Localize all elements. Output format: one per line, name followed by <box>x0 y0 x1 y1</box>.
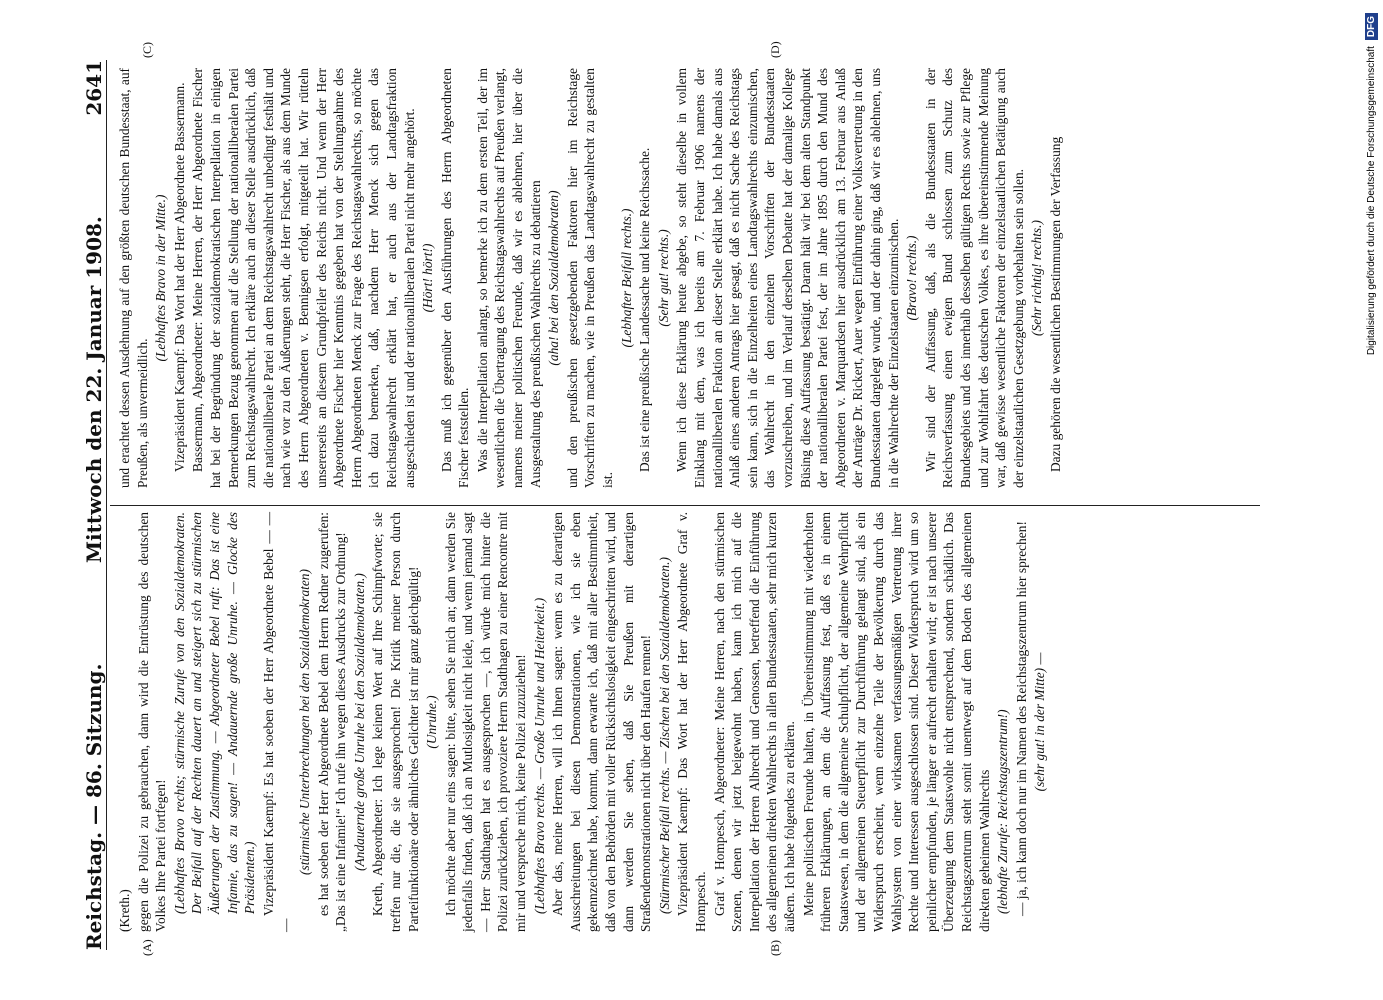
paragraph: Dazu gehören die wesentlichen Bestimmungen der Verfassung <box>1047 136 1063 472</box>
paragraph: Was die Interpellation anlangt, so bemerke ich zu dem ersten Teil, der im wesentlichen die Übertragung des Reichstagswahlrechts auf Preußen verlangt, namens meiner politischen Freunde, daß wir es ablehnen, hier über die Ausgestaltung des preußischen Wahlrechts zu debattieren <box>474 68 543 488</box>
margin-mark-d: (D) <box>768 41 782 58</box>
column-divider <box>110 505 1260 506</box>
paragraph: Meine politischen Freunde halten, in Übereinstimmung mit wiederholten früheren Erklärungen, an dem die Auffassung fest, daß es in einem Staatswesen, in dem die allgemeine Schulpflicht, der allgemeine Wehrpflicht und der allgemeinen Steuerpflicht zur Durchführung gelangt sind, als ein Widerspruch erscheint, wenn einzelne Teile der Bevölkerung durch das Wahlsystem von einer wirksamen verfassungsmäßigen Vertretung ihrer Rechte und Interessen ausgeschlossen sind. Dieser Widerspruch wird um so peinlicher empfunden, je länger er aufrecht erhalten wird; er ist nach unserer Überzeugung dem Staatswohle nicht entsprechend, sondern schädlich. Das Reichstagszentrum steht somit unentwegt auf dem Boden des allgemeinen direkten geheimen Wahlrechts <box>800 512 992 932</box>
header-left: Reichstag. — 86. Sitzung. <box>82 663 106 950</box>
paragraph: Das ist eine preußische Landessache und keine Reichssache. <box>637 147 653 472</box>
paragraph: und den preußischen gesetzgebenden Faktoren hier im Reichstage Vorschriften zu machen, wie in Preußen das Landtagswahlrecht zu gestalten ist. <box>564 68 616 488</box>
paragraph: (Hört! hört!) <box>420 243 436 313</box>
sidebar-credit-text: Digitalisierung gefördert durch die Deutsche Forschungsgemeinschaft <box>1365 46 1377 356</box>
paragraph: (aha! bei den Sozialdemokraten) <box>546 190 562 366</box>
paragraph: (Sehr gut! rechts.) <box>655 229 671 327</box>
paragraph: (Andauernde große Unruhe bei den Sozialdemokraten.) <box>351 573 367 871</box>
paragraph: Graf v. Hompesch, Abgeordneter: Meine Herren, nach den stürmischen Szenen, denen wir jetzt beigewohnt haben, kann ich mich auf die Interpellation der Herren Albrecht und Genossen, betreffend die Einführung des allgemeinen direkten Wahlrechts in allen Bundesstaaten, sehr mich kurzen äußern. Ich habe folgendes zu erklären. <box>711 512 797 932</box>
paragraph: (Stürmischer Beifall rechts. — Zischen bei den Sozialdemokraten.) <box>656 557 672 914</box>
paragraph: Vizepräsident Kaempf: Es hat soeben der Herr Abgeordnete Bebel — — — <box>260 512 294 932</box>
paragraph: Bassermann, Abgeordneter: Meine Herren, der Herr Abgeordnete Fischer hat bei der Begründung der sozialdemokratischen Interpellation in einigen Bemerkungen Bezug genommen auf die Stellung der nationalliberalen Partei zum Reichstagswahlrecht. Ich erkläre auch an dieser Stelle ausdrücklich, daß die nationalliberale Partei an dem Reichstagswahlrecht unbedingt festhält und nach wie vor zu den Äußerungen steht, die Herr Fischer, als aus dem Munde des Herrn Abgeordneten v. Bennigsen erfolgt, mitgeteilt hat. Wir rütteln unsererseits an diesem Grundpfeiler des Reichs nicht. Und wenn der Herr Abgeordnete Fischer hier Kenntnis gegeben hat von der Stellungnahme des Herrn Abgeordneten Menck zur Frage des Reichstagswahlrechts, so möchte ich dazu bemerken, daß, nachdem Herr Menck sich gegen das Reichstagswahlrecht erklärt hat, er auch aus der Landtagsfraktion ausgeschieden ist und der nationalliberalen Partei nicht mehr angehört. <box>190 68 417 488</box>
paragraph: Ich möchte aber nur eins sagen: bitte, sehen Sie mich an; dann werden Sie jedenfalls finden, daß ich an Mutlosigkeit nicht leide, und wenn jemand sagt — Herr Stadthagen hat es ausgesprochen —, ich würde mich hinter die Polizei zurückziehen, ich provoziere Herrn Stadthagen zu einer Rencontre mit mir und verspreche mich, keine Polizei zuzuziehen! <box>442 512 529 932</box>
margin-mark-a: (A) <box>140 939 154 956</box>
dfg-logo: DFG <box>1365 13 1378 40</box>
paragraph: (Bravo! rechts.) <box>904 235 920 321</box>
paragraph: Wir sind der Auffassung, daß, als die Bundesstaaten in der Reichsverfassung einen ewigen Bund schlossen zum Schutz des Bundesgebiets und des innerhalb desselben gültigen Rechts sowie zur Pflege und zur Wohlfahrt des deutschen Volkes, es ihre übereinstimmende Meinung war, daß gewisse wesentliche Faktoren der einzelstaatlichen Betätigung auch der einzelstaatlichen Gesetzgebung vorbehalten sein sollen. <box>922 68 1026 488</box>
paragraph: Kreth, Abgeordneter: Ich lege keinen Wert auf Ihre Schimpfworte; sie treffen nur die, die sie ausgesprochen! Die Kritik meiner Person durch Parteifunktionäre oder ähnliches Gelichter ist mir ganz gleichgültig! <box>370 512 421 932</box>
sidebar <box>1360 8 1383 998</box>
margin-mark-c: (C) <box>140 42 154 58</box>
paragraph: (Kreth.) <box>117 889 132 932</box>
right-column <box>116 68 1065 488</box>
paragraph: (lebhafte Zurufe: Reichstagszentrum!) <box>995 709 1011 914</box>
margin-mark-b: (B) <box>768 940 782 956</box>
paragraph: (Lebhaftes Bravo rechts. — Große Unruhe und Heiterkeit.) <box>531 597 547 914</box>
paragraph: es hat soeben der Herr Abgeordnete Bebel dem Herrn Redner zugerufen: „Das ist eine Infamie!“ Ich rufe ihn wegen dieses Ausdrucks zur Ordnung! <box>315 512 349 932</box>
paragraph: Aber das, meine Herren, will ich Ihnen sagen: wenn es zu derartigen Ausschreitungen bei diesen Demonstrationen, wie ich sie eben gekennzeichnet habe, kommt, dann erwarte ich, daß mit aller Bestimmtheit, daß von den Behörden mit voller Rücksichtslosigkeit eingeschritten wird, und dann werden Sie sehen, daß Sie Preußen mit derartigen Straßendemonstrationen nicht über den Haufen rennen! <box>550 512 654 932</box>
paragraph: — ja, ich kann doch nur im Namen des Reichstagszentrum hier sprechen! <box>1013 521 1029 916</box>
paragraph: (sehr gut! in der Mitte) — <box>1032 652 1048 792</box>
paragraph: (Lebhaftes Bravo rechts; stürmische Zurufe von den Sozialdemokraten. Der Beifall auf der Rechten dauert an und steigert sich zu stürmischen Äußerungen der Zustimmung. — Abgeordneter Bebel ruft: Das ist eine Infamie, das zu sagen! — Andauernde große Unruhe. — Glocke des Präsidenten.) <box>171 512 258 914</box>
left-column <box>116 512 1050 932</box>
header-date: Mittwoch den 22. Januar 1908. <box>82 216 106 564</box>
paragraph: Vizepräsident Kaempf: Das Wort hat der Herr Abgeordnete Graf v. Hompesch. <box>675 512 708 932</box>
paragraph: (stürmische Unterbrechungen bei den Sozialdemokraten) <box>296 569 312 875</box>
paragraph: gegen die Polizei zu gebrauchen, dann wird die Entrüstung des deutschen Volkes Ihre Partei fortfegen! <box>135 512 169 932</box>
paragraph: Das muß ich gegenüber den Ausführungen des Herrn Abgeordneten Fischer feststellen. <box>438 68 472 488</box>
paragraph: (Unruhe.) <box>424 695 440 749</box>
paragraph: und erachtet dessen Ausdehnung auf den größten deutschen Bundesstaat, auf Preußen, als unvermeidlich. <box>117 68 150 488</box>
paragraph: (Lebhafter Beifall rechts.) <box>618 208 634 348</box>
paragraph: (Sehr richtig! rechts.) <box>1029 220 1045 336</box>
rotated-sheet <box>28 0 1348 1000</box>
paragraph: Wenn ich diese Erklärung heute abgebe, so steht dieselbe in vollem Einklang mit dem, was ich bereits am 7. Februar 1906 namens der nationalliberalen Fraktion an dieser Stelle erklärt habe. Ich habe damals aus Anlaß eines anderen Antrags hier gesagt, daß es nicht Sache des Reichstags sein kann, sich in die Einzelheiten eines Landtagswahlrechts einzumischen, das Wahlrecht in den einzelnen Vorschriften der Bundesstaaten vorzuschreiben, und im Verlauf derselben Debatte hat der damalige Kollege Büsing diese Auffassung bestätigt. Daran hält wir bei dem alten Standpunkt der nationalliberalen Partei fest, der im Jahre 1895 durch den Mund des Abgeordneten v. Marquardsen hier ausdrücklich am 13. Februar aus Anlaß der Anträge Dr. Rickert, Auer wegen Einführung einer Volksvertretung in den Bundesstaaten dargelegt wurde, und der dahin ging, daß wir es ablehnen, uns in die Wahlrechte der Einzelstaaten einzumischen. <box>674 68 901 488</box>
page-number: 2641 <box>82 60 106 116</box>
page-header <box>66 60 107 950</box>
paragraph: (Lebhaftes Bravo in der Mitte.) <box>153 194 169 362</box>
paragraph: Vizepräsident Kaempf: Das Wort hat der Herr Abgeordnete Bassermann. <box>171 82 187 472</box>
